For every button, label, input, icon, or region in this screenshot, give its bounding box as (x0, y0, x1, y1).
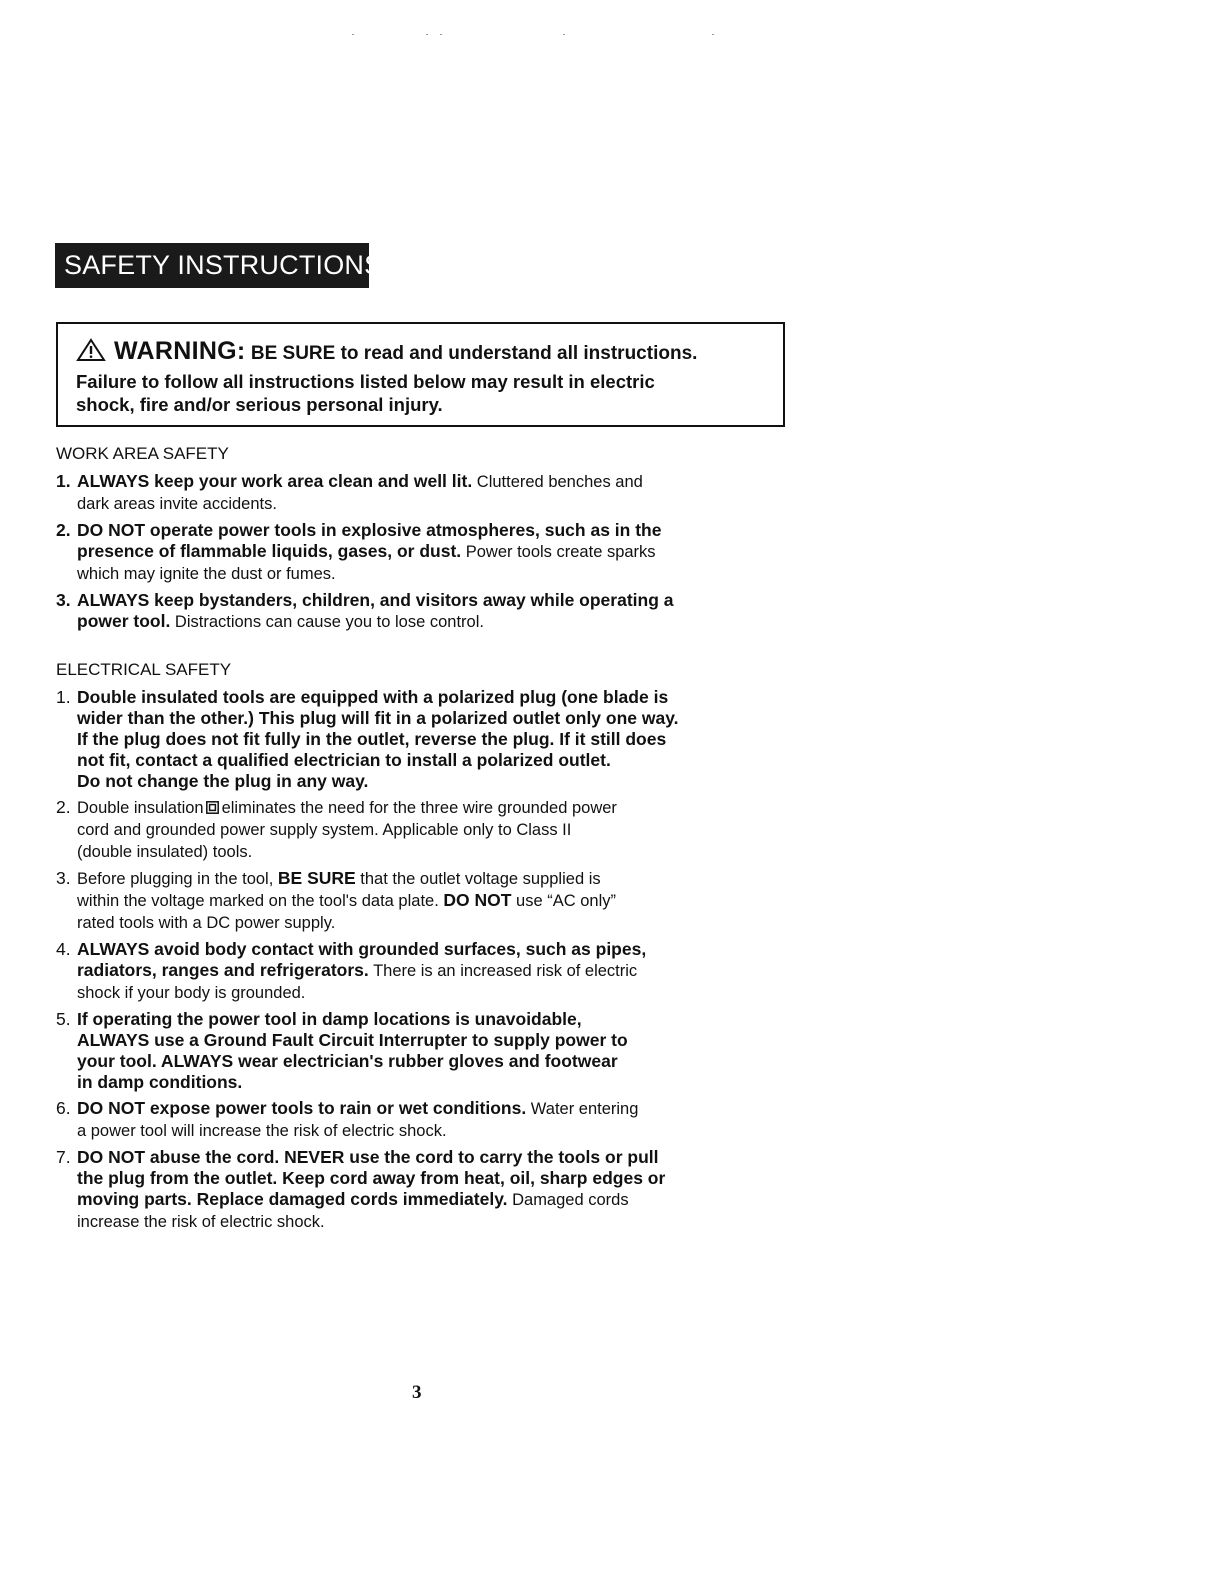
warning-line-2: Failure to follow all instructions listed below may result in electric (76, 371, 655, 392)
bold-text: the plug from the outlet. Keep cord away from heat, oil, sharp edges or (77, 1168, 666, 1188)
item-text (77, 471, 796, 515)
text-line (77, 1120, 796, 1142)
text-line (77, 1168, 796, 1189)
normal-text: There is an increased risk of electric (368, 962, 638, 980)
normal-text: a power tool will increase the risk of electric shock. (77, 1122, 447, 1140)
item-text (77, 590, 796, 633)
normal-text: Double insulation (77, 799, 204, 817)
normal-text: Before plugging in the tool, (77, 870, 278, 888)
warning-box (56, 322, 785, 427)
normal-text: use “AC only” (511, 892, 616, 910)
page-number: 3 (412, 1382, 422, 1403)
scan-speck (352, 34, 354, 35)
warning-line-3: shock, fire and/or serious personal injury. (76, 394, 443, 415)
bold-text: ALWAYS keep bystanders, children, and visitors away while operating a (77, 590, 674, 610)
item-number: 6. (56, 1098, 71, 1118)
normal-text: shock if your body is grounded. (77, 984, 306, 1002)
item-text (77, 939, 796, 1004)
item-text (77, 520, 796, 585)
text-line (77, 797, 796, 819)
text-line (77, 687, 796, 708)
normal-text: (double insulated) tools. (77, 843, 253, 861)
text-line (77, 1189, 796, 1211)
bold-text: power tool. (77, 611, 171, 631)
text-line (77, 912, 796, 934)
normal-text: Distractions can cause you to lose control. (170, 613, 484, 631)
section-title: WORK AREA SAFETY (56, 444, 229, 463)
item-text (77, 1147, 796, 1233)
list-item (56, 471, 796, 515)
section-title: ELECTRICAL SAFETY (56, 660, 232, 679)
list-item (56, 687, 796, 792)
text-line (77, 1051, 796, 1072)
text-line (77, 493, 796, 515)
section-header: SAFETY INSTRUCTIONS (55, 243, 369, 288)
normal-text: cord and grounded power supply system. Applicable only to Class II (77, 821, 572, 839)
scan-speck (440, 34, 442, 35)
list-item (56, 1147, 796, 1233)
bold-text: not fit, contact a qualified electrician to install a polarized outlet. (77, 750, 611, 770)
list-item (56, 1098, 796, 1142)
item-number: 2. (56, 520, 71, 540)
text-line (77, 771, 796, 792)
bold-text: in damp conditions. (77, 1072, 243, 1092)
text-line (77, 960, 796, 982)
list-item (56, 868, 796, 934)
normal-text: Damaged cords (507, 1191, 629, 1209)
item-number: 4. (56, 939, 71, 959)
bold-text: your tool. ALWAYS wear electrician's rubber gloves and footwear (77, 1051, 618, 1071)
bold-text: ALWAYS use a Ground Fault Circuit Interrupter to supply power to (77, 1030, 628, 1050)
text-line (77, 750, 796, 771)
item-number: 7. (56, 1147, 71, 1167)
item-number: 3. (56, 590, 71, 610)
bold-text: ALWAYS keep your work area clean and well lit. (77, 471, 473, 491)
text-line (77, 1147, 796, 1168)
text-line (77, 611, 796, 633)
list-item (56, 590, 796, 633)
text-line (77, 841, 796, 863)
bold-text: Double insulated tools are equipped with a polarized plug (one blade is (77, 687, 669, 707)
scan-speck (563, 34, 565, 35)
bold-text: Do not change the plug in any way. (77, 771, 369, 791)
item-text (77, 1009, 796, 1093)
text-line (77, 590, 796, 611)
text-line (77, 520, 796, 541)
text-line (77, 1030, 796, 1051)
text-line (77, 1072, 796, 1093)
text-line (77, 541, 796, 563)
warning-line-1 (76, 338, 783, 370)
bold-text: wider than the other.) This plug will fit in a polarized outlet only one way. (77, 708, 679, 728)
item-number: 3. (56, 868, 71, 888)
double-insulation-icon (206, 798, 219, 819)
text-line (77, 563, 796, 585)
text-line (77, 868, 796, 890)
text-line (77, 708, 796, 729)
list-item (56, 939, 796, 1004)
text-line (77, 982, 796, 1004)
bold-text: DO NOT abuse the cord. NEVER use the cord to carry the tools or pull (77, 1147, 659, 1167)
bold-text: DO NOT operate power tools in explosive atmospheres, such as in the (77, 520, 662, 540)
bold-text: radiators, ranges and refrigerators. (77, 960, 369, 980)
work-area-safety-section (56, 443, 796, 638)
normal-text: dark areas invite accidents. (77, 495, 277, 513)
bold-text: moving parts. Replace damaged cords immediately. (77, 1189, 508, 1209)
normal-text: eliminates the need for the three wire grounded power (221, 799, 617, 817)
text-line (77, 729, 796, 750)
text-line (77, 890, 796, 912)
warning-text: BE SURE to read and understand all instructions. (250, 343, 698, 364)
normal-text: which may ignite the dust or fumes. (77, 565, 336, 583)
text-line (77, 471, 796, 493)
scan-speck (712, 34, 714, 35)
list-item (56, 1009, 796, 1093)
item-number: 1. (56, 687, 71, 707)
bold-text: ALWAYS avoid body contact with grounded surfaces, such as pipes, (77, 939, 647, 959)
normal-text: increase the risk of electric shock. (77, 1213, 325, 1231)
text-line (77, 1098, 796, 1120)
bold-text: DO NOT expose power tools to rain or wet conditions. (77, 1098, 527, 1118)
bold-text: DO NOT (443, 890, 512, 910)
bold-text: presence of flammable liquids, gases, or dust. (77, 541, 462, 561)
bold-text: BE SURE (277, 868, 356, 888)
item-number: 1. (56, 471, 71, 491)
normal-text: within the voltage marked on the tool's data plate. (77, 892, 444, 910)
item-number: 2. (56, 797, 71, 817)
item-text (77, 868, 796, 934)
item-text (77, 1098, 796, 1142)
item-text (77, 797, 796, 863)
text-line (77, 819, 796, 841)
electrical-safety-section (56, 659, 796, 1238)
bold-text: If operating the power tool in damp locations is unavoidable, (77, 1009, 582, 1029)
normal-text: that the outlet voltage supplied is (355, 870, 601, 888)
bold-text: If the plug does not fit fully in the outlet, reverse the plug. If it still does (77, 729, 667, 749)
normal-text: Water entering (526, 1100, 639, 1118)
item-text (77, 687, 796, 792)
warning-label: WARNING: (114, 337, 246, 365)
text-line (77, 1009, 796, 1030)
normal-text: rated tools with a DC power supply. (77, 914, 336, 932)
normal-text: Power tools create sparks (461, 543, 656, 561)
list-item (56, 520, 796, 585)
normal-text: Cluttered benches and (472, 473, 643, 491)
text-line (77, 939, 796, 960)
warning-triangle-icon (76, 338, 106, 370)
item-number: 5. (56, 1009, 71, 1029)
scan-speck (426, 34, 428, 35)
list-item (56, 797, 796, 863)
text-line (77, 1211, 796, 1233)
